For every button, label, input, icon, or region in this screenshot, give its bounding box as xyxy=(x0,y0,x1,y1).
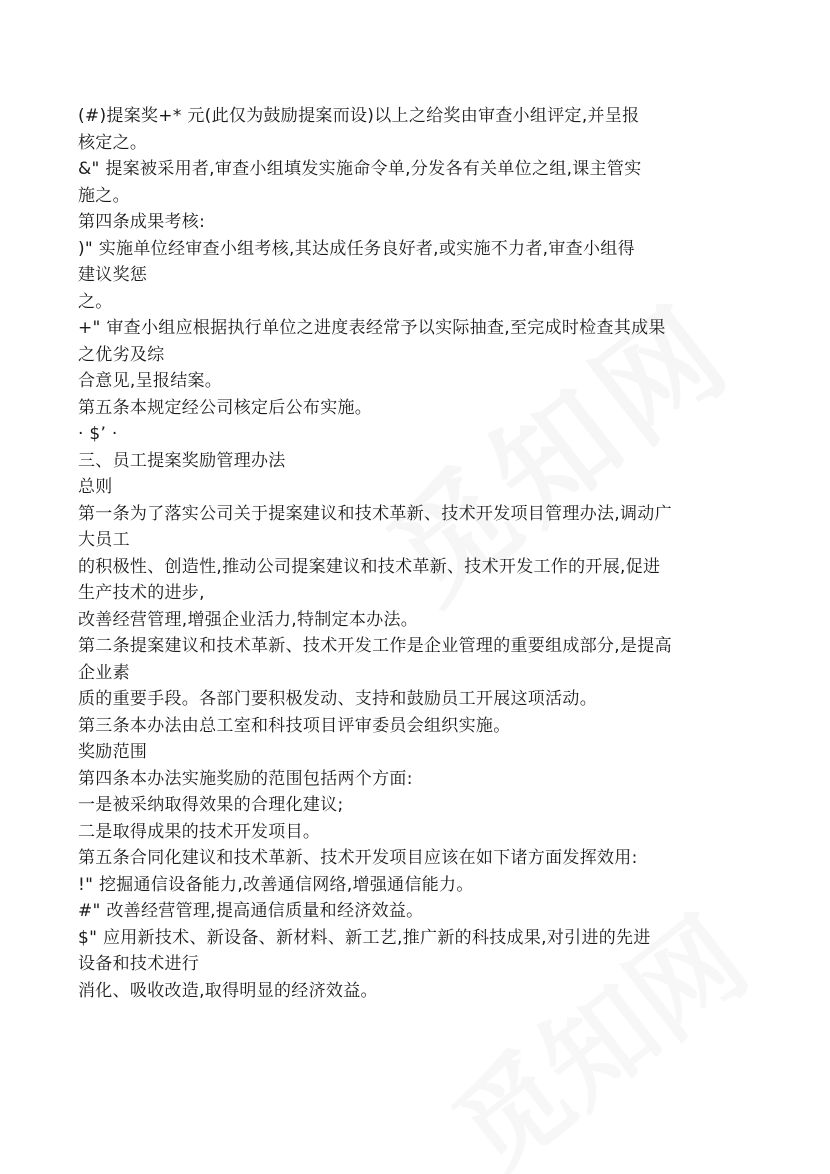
subsection-title: 总则 xyxy=(78,477,113,497)
text-line: 一是被采纳取得效果的合理化建议; xyxy=(78,795,344,815)
text-line: 的积极性、创造性,推动公司提案建议和技术革新、技术开发工作的开展,促进 xyxy=(78,556,661,577)
text-line: 核定之。 xyxy=(78,132,148,153)
text-line: 第二条提案建议和技术革新、技术开发工作是企业管理的重要组成部分,是提高 xyxy=(78,636,672,656)
text-line: 二是取得成果的技术开发项目。 xyxy=(78,821,321,842)
text-line: 第三条本办法由总工室和科技项目评审委员会组织实施。 xyxy=(78,715,511,736)
section-heading: 第四条成果考核: xyxy=(78,212,206,232)
text-line: )" 实施单位经审查小组考核,其达成任务良好者,或实施不力者,审查小组得 xyxy=(78,238,635,259)
document-body xyxy=(78,103,768,1004)
text-line: 之优劣及综 xyxy=(78,344,165,365)
text-line: 施之。 xyxy=(78,185,130,206)
text-line: $" 应用新技术、新设备、新材料、新工艺,推广新的科技成果,对引进的先进 xyxy=(78,927,651,948)
text-line: 企业素 xyxy=(78,662,130,683)
text-line: +" 审查小组应根据执行单位之进度表经常予以实际抽查,至完成时检查其成果 xyxy=(78,318,666,338)
chapter-title: 三、员工提案奖励管理办法 xyxy=(78,450,286,471)
subsection-title: 奖励范围 xyxy=(78,742,148,762)
text-line: #" 改善经营管理,提高通信质量和经济效益。 xyxy=(78,901,424,921)
page-marker: · $’ · xyxy=(78,424,118,444)
text-line: (#)提案奖+* 元(此仅为鼓励提案而设)以上之给奖由审查小组评定,并呈报 xyxy=(78,106,640,126)
text-line: 生产技术的进步, xyxy=(78,583,205,603)
text-line: 之。 xyxy=(78,291,113,312)
text-line: !" 挖掘通信设备能力,改善通信网络,增强通信能力。 xyxy=(78,874,474,895)
text-line: 大员工 xyxy=(78,530,130,550)
text-line: 第四条本办法实施奖励的范围包括两个方面: xyxy=(78,768,413,789)
text-line: 质的重要手段。各部门要积极发动、支持和鼓励员工开展这项活动。 xyxy=(78,689,597,709)
text-line: 第五条合同化建议和技术革新、技术开发项目应该在如下诸方面发挥效用: xyxy=(78,848,638,868)
text-line: 建议奖惩 xyxy=(78,265,148,285)
text-line: 改善经营管理,增强企业活力,特制定本办法。 xyxy=(78,609,419,630)
text-line: &" 提案被采用者,审查小组填发实施命令单,分发各有关单位之组,课主管实 xyxy=(78,159,642,179)
section-heading: 第五条本规定经公司核定后公布实施。 xyxy=(78,397,373,418)
text-line: 第一条为了落实公司关于提案建议和技术革新、技术开发项目管理办法,调动广 xyxy=(78,503,672,524)
text-line: 设备和技术进行 xyxy=(78,954,200,974)
text-line: 消化、吸收改造,取得明显的经济效益。 xyxy=(78,980,378,1001)
text-line: 合意见,呈报结案。 xyxy=(78,371,223,391)
